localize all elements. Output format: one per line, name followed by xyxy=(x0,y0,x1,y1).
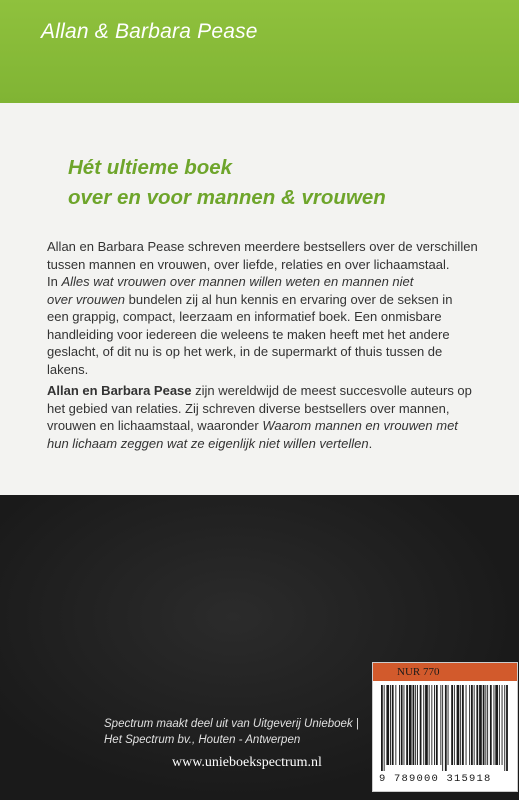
publisher-line-2: Het Spectrum bv., Houten - Antwerpen xyxy=(104,734,301,746)
paragraph-line xyxy=(47,382,479,400)
book-title-italic: over vrouwen xyxy=(47,291,126,307)
barcode-bar xyxy=(469,685,470,765)
barcode-bar xyxy=(429,685,430,765)
barcode-bar xyxy=(448,685,449,765)
text-run: In xyxy=(47,274,62,289)
barcode-bar xyxy=(425,685,428,765)
barcode-bar xyxy=(420,685,422,765)
barcode-bar xyxy=(457,685,460,765)
barcode-bar xyxy=(499,685,500,765)
barcode-bar xyxy=(436,685,438,765)
barcode-bar xyxy=(502,685,503,765)
headline-line-1: Hét ultieme boek xyxy=(68,156,233,179)
barcode-bar xyxy=(390,685,391,765)
paragraph-line: handleiding voor iedereen die weleens te maken heeft met het andere xyxy=(47,326,450,342)
barcode-bar xyxy=(451,685,453,765)
paragraph-line xyxy=(47,273,479,291)
isbn-digits: 9 789000 315918 xyxy=(379,773,492,785)
barcode-bar xyxy=(417,685,418,765)
barcode-bar xyxy=(454,685,455,765)
top-green-band xyxy=(0,0,519,103)
paragraph-line xyxy=(47,417,479,435)
book-title-italic: Waarom mannen en vrouwen met xyxy=(262,418,458,433)
barcode-bar xyxy=(487,685,488,765)
paragraph-line xyxy=(47,291,479,309)
barcode-bar xyxy=(483,685,485,765)
publisher-line-1: Spectrum maakt deel uit van Uitgeverij Unieboek | xyxy=(104,718,359,730)
barcode-bar xyxy=(404,685,405,765)
barcode-bar xyxy=(479,685,482,765)
paragraph-line: Allan en Barbara Pease schreven meerdere bestsellers over de verschillen xyxy=(47,239,478,254)
barcode-bar xyxy=(413,685,415,765)
paragraph-line: lakens. xyxy=(47,361,89,377)
publisher-info xyxy=(104,716,359,748)
paragraph-line: geslacht, of dit nu is op het werk, in de supermarkt of thuis tussen de xyxy=(47,344,443,359)
barcode-bar xyxy=(401,685,403,765)
barcode-bar xyxy=(381,685,383,771)
text-run: vrouwen en lichaamstaal, waaronder xyxy=(47,418,263,433)
barcode-bar xyxy=(490,685,492,765)
paragraph-line: een grappig, compact, leerzaam en informatief boek. Een onmisbare xyxy=(47,309,442,324)
barcode-bar xyxy=(423,685,424,765)
barcode-bar xyxy=(442,685,443,771)
barcode-bar xyxy=(395,685,396,765)
barcode-bar xyxy=(474,685,475,765)
barcode-bar xyxy=(506,685,508,771)
barcode-bar xyxy=(485,685,486,765)
text-run: bundelen zij al hun kennis en ervaring over de seksen in xyxy=(125,291,453,307)
barcode-bar xyxy=(399,685,400,765)
barcode-bar xyxy=(392,685,394,765)
barcode-bar xyxy=(495,685,498,765)
book-title-italic: hun lichaam zeggen wat ze eigenlijk niet willen vertellen xyxy=(47,435,369,451)
paragraph-line xyxy=(47,435,479,453)
authors-header: Allan & Barbara Pease xyxy=(41,20,258,43)
barcode-bar xyxy=(406,685,408,765)
paragraph-line: tussen mannen en vrouwen, over liefde, relaties en over lichaamstaal. xyxy=(47,256,450,272)
barcode-bar xyxy=(384,685,385,771)
barcode-bar xyxy=(504,685,505,771)
barcode-bar xyxy=(466,685,467,765)
barcode-bar xyxy=(431,685,432,765)
paragraph-line: het gebied van relaties. Zij schreven diverse bestsellers over mannen, xyxy=(47,400,450,416)
nur-code: NUR 770 xyxy=(397,666,440,678)
description-paragraph-1 xyxy=(47,238,479,378)
publisher-website: www.unieboekspectrum.nl xyxy=(172,755,322,770)
barcode-bar xyxy=(434,685,435,765)
barcode-bar xyxy=(440,685,441,765)
authors-bold: Allan en Barbara Pease xyxy=(47,383,192,398)
barcode-bar xyxy=(494,685,495,765)
barcode-bar xyxy=(460,685,461,765)
barcode-bar xyxy=(471,685,473,765)
text-run: zijn wereldwijd de meest succesvolle auteurs op xyxy=(191,383,472,398)
text-run: . xyxy=(368,435,373,451)
isbn-barcode-box xyxy=(372,662,518,792)
barcode-icon xyxy=(379,685,511,771)
barcode-bar xyxy=(445,685,447,771)
description-paragraph-2 xyxy=(47,382,479,452)
barcode-bar xyxy=(409,685,412,765)
book-title-italic: Alles wat vrouwen over mannen willen weten en mannen niet xyxy=(61,274,414,289)
barcode-bar xyxy=(415,685,416,765)
barcode-bar xyxy=(462,685,464,765)
headline xyxy=(68,153,488,213)
barcode-bar xyxy=(476,685,478,765)
headline-line-2: over en voor mannen & vrouwen xyxy=(68,186,386,209)
barcode-bar xyxy=(386,685,389,765)
nur-label-box xyxy=(373,663,517,681)
